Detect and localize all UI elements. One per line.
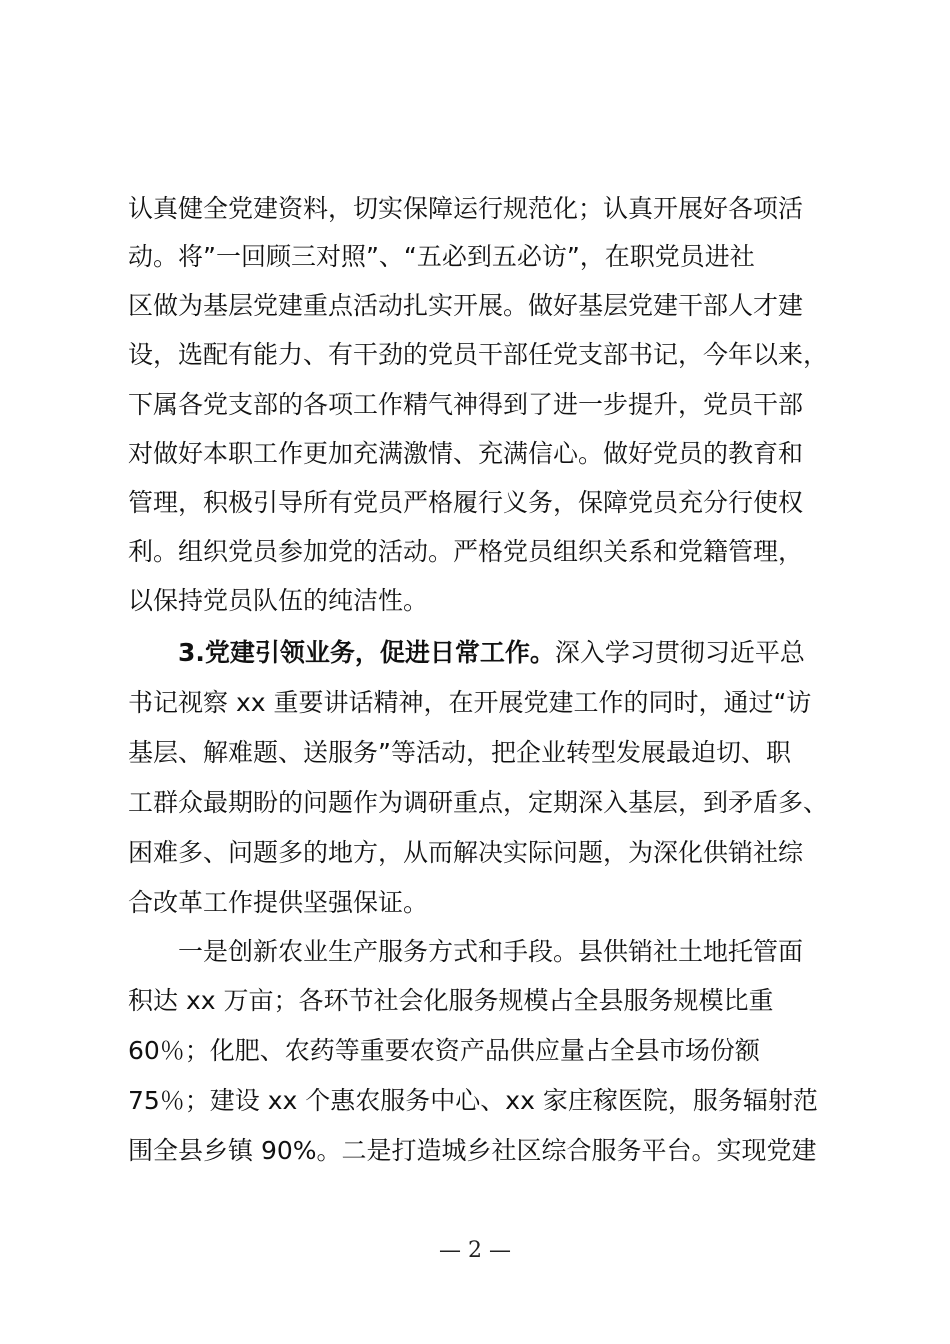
paragraph-line: 工群众最期盼的问题作为调研重点，定期深入基层，到矛盾多、: [128, 788, 829, 817]
paragraph-line: 认真健全党建资料，切实保障运行规范化；认真开展好各项活: [128, 194, 804, 223]
paragraph-line: 动。将”一回顾三对照”、“五必到五必访”，在职党员进社: [128, 242, 755, 271]
section-heading: 3.党建引领业务，促进日常工作。: [178, 638, 555, 667]
paragraph-line: 基层、解难题、送服务”等活动，把企业转型发展最迫切、职: [128, 738, 791, 767]
paragraph-text: 深入学习贯彻习近平总: [554, 638, 805, 667]
paragraph-line: 围全县乡镇 90%。二是打造城乡社区综合服务平台。实现党建: [128, 1136, 817, 1165]
paragraph-line: 积达 xx 万亩；各环节社会化服务规模占全县服务规模比重: [128, 986, 774, 1015]
paragraph-line: 利。组织党员参加党的活动。严格党员组织关系和党籍管理，: [128, 537, 804, 566]
paragraph-line: 下属各党支部的各项工作精气神得到了进一步提升，党员干部: [128, 390, 804, 419]
paragraph-first-line: 一是创新农业生产服务方式和手段。县供销社土地托管面: [178, 937, 804, 966]
paragraph-line: 75％；建设 xx 个惠农服务中心、xx 家庄稼医院，服务辐射范: [128, 1086, 818, 1115]
paragraph-line: 设，选配有能力、有干劲的党员干部任党支部书记，今年以来，: [128, 340, 829, 369]
paragraph-line: 困难多、问题多的地方，从而解决实际问题，为深化供销社综: [128, 838, 804, 867]
paragraph-line: 合改革工作提供坚强保证。: [128, 888, 429, 917]
paragraph-line: 管理，积极引导所有党员严格履行义务，保障党员充分行使权: [128, 488, 804, 517]
paragraph-line: 对做好本职工作更加充满激情、充满信心。做好党员的教育和: [128, 439, 804, 468]
page-number: — 2 —: [439, 1238, 511, 1263]
paragraph-line: 以保持党员队伍的纯洁性。: [128, 586, 429, 615]
paragraph-line: 区做为基层党建重点活动扎实开展。做好基层党建干部人才建: [128, 291, 804, 320]
paragraph-line: 书记视察 xx 重要讲话精神，在开展党建工作的同时，通过“访: [128, 688, 812, 717]
paragraph-line: 60％；化肥、农药等重要农资产品供应量占全县市场份额: [128, 1036, 760, 1065]
section-heading-line: [178, 628, 838, 678]
